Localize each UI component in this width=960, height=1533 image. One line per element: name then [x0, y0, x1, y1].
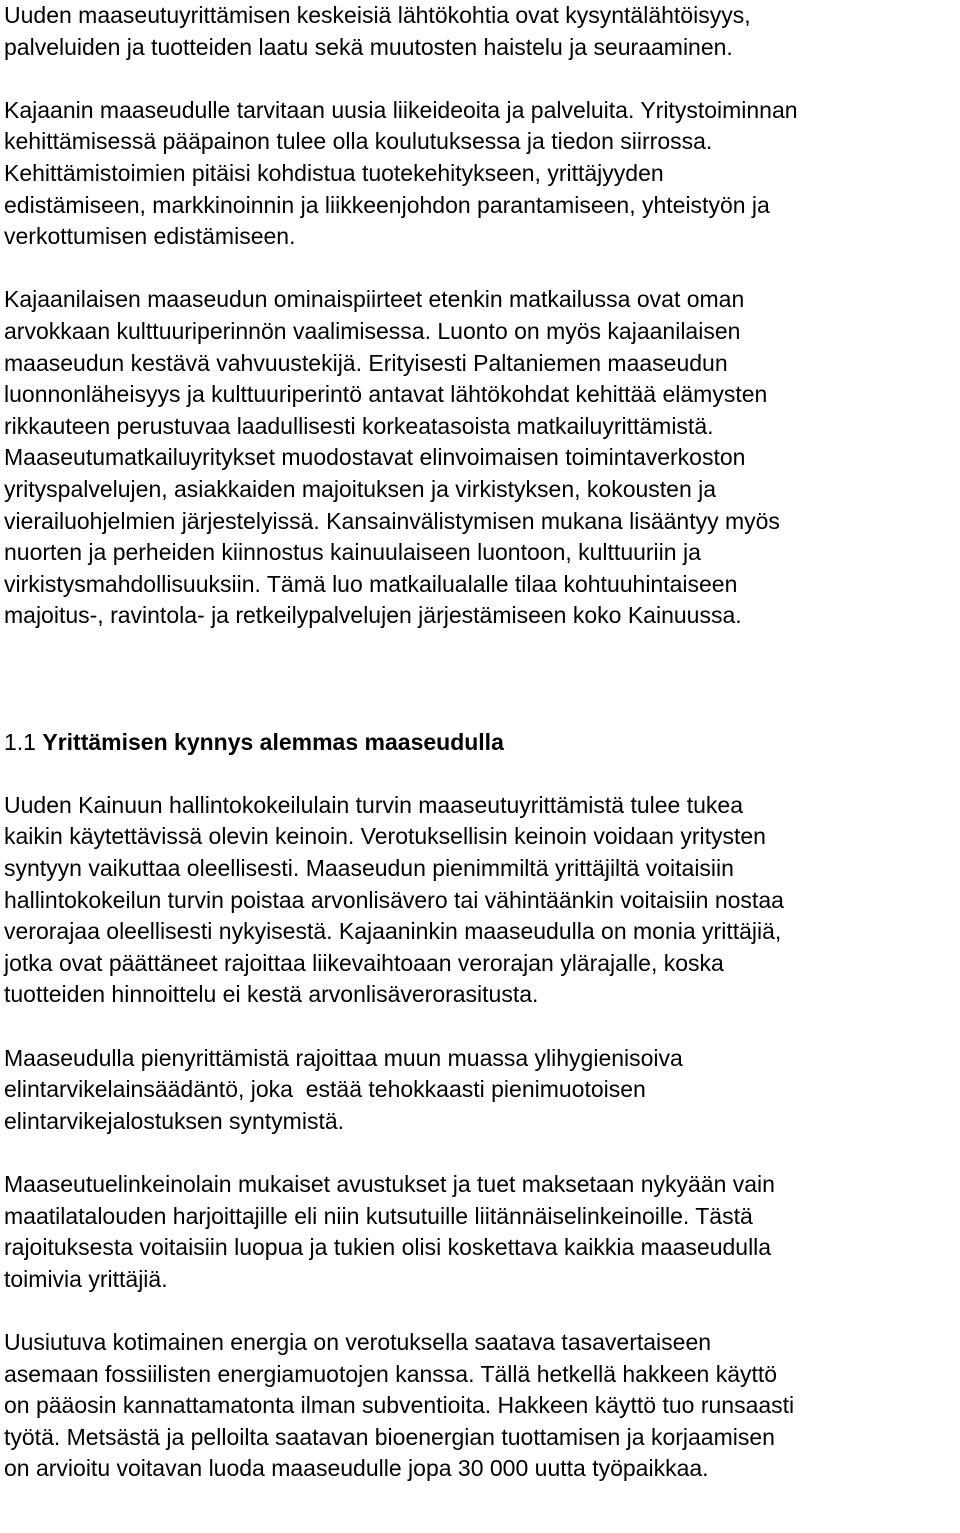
text-line: maatilatalouden harjoittajille eli niin kutsutuille liitännäiselinkeinoille. Tästä [4, 1202, 753, 1229]
paragraph-3 [4, 284, 960, 632]
paragraph-6 [4, 1169, 960, 1295]
text-line: Uuden maaseutuyrittämisen keskeisiä lähtökohtia ovat kysyntälähtöisyys, [4, 2, 751, 28]
text-line: majoitus-, ravintola- ja retkeilypalvelujen järjestämiseen koko Kainuussa. [4, 602, 742, 629]
text-line: palveluiden ja tuotteiden laatu sekä muutosten haistelu ja seuraaminen. [4, 33, 733, 60]
paragraph-4 [4, 790, 960, 1011]
text-line: asemaan fossiilisten energiamuotojen kanssa. Tällä hetkellä hakkeen käyttö [4, 1360, 778, 1387]
text-line: Uusiutuva kotimainen energia on verotuksella saatava tasavertaiseen [4, 1328, 712, 1355]
text-line: maaseudun kestävä vahvuustekijä. Erityisesti Paltaniemen maaseudun [4, 349, 728, 376]
text-line: Kehittämistoimien pitäisi kohdistua tuotekehitykseen, yrittäjyyden [4, 159, 664, 186]
text-line: syntyyn vaikuttaa oleellisesti. Maaseudun pienimmiltä yrittäjiltä voitaisiin [4, 855, 734, 882]
text-line: hallintokokeilun turvin poistaa arvonlisävero tai vähintäänkin voitaisiin nostaa [4, 886, 784, 913]
text-line: Uuden Kainuun hallintokokeilulain turvin maaseutuyrittämistä tulee tukea [4, 791, 743, 818]
paragraph-2 [4, 95, 960, 253]
text-line: kehittämisessä pääpainon tulee olla koulutuksessa ja tiedon siirrossa. [4, 128, 713, 155]
text-line: Kajaanilaisen maaseudun ominaispiirteet etenkin matkailussa ovat oman [4, 286, 745, 313]
section-heading [4, 727, 960, 759]
text-line: Kajaanin maaseudulle tarvitaan uusia liikeideoita ja palveluita. Yritystoiminnan [4, 96, 798, 123]
text-line: verkottumisen edistämiseen. [4, 223, 296, 250]
text-line: virkistysmahdollisuuksiin. Tämä luo matkailualalle tilaa kohtuuhintaiseen [4, 570, 738, 597]
text-line: Maaseutuelinkeinolain mukaiset avustukset ja tuet maksetaan nykyään vain [4, 1170, 775, 1197]
text-line: työtä. Metsästä ja pelloilta saatavan bioenergian tuottamisen ja korjaamisen [4, 1423, 775, 1450]
paragraph-7 [4, 1327, 960, 1485]
document-body [4, 0, 960, 1485]
text-line: toimivia yrittäjiä. [4, 1265, 168, 1292]
text-line: tuotteiden hinnoittelu ei kestä arvonlisäverorasitusta. [4, 981, 539, 1008]
text-line: kaikin käytettävissä olevin keinoin. Verotuksellisin keinoin voidaan yritysten [4, 823, 766, 850]
text-line: rajoituksesta voitaisiin luopua ja tukien olisi koskettava kaikkia maaseudulla [4, 1234, 772, 1261]
paragraph-1 [4, 0, 960, 63]
text-line: Maaseudulla pienyrittämistä rajoittaa muun muassa ylihygienisoiva [4, 1044, 683, 1071]
text-line: elintarvikejalostuksen syntymistä. [4, 1107, 345, 1134]
text-line: luonnonläheisyys ja kulttuuriperintö antavat lähtökohdat kehittää elämysten [4, 381, 768, 408]
text-line: arvokkaan kulttuuriperinnön vaalimisessa. Luonto on myös kajaanilaisen [4, 317, 741, 344]
section-number: 1.1 [4, 728, 36, 755]
text-line: jotka ovat päättäneet rajoittaa liikevaihtoaan verorajan ylärajalle, koska [4, 949, 724, 976]
text-line: nuorten ja perheiden kiinnostus kainuulaiseen luontoon, kulttuuriin ja [4, 539, 701, 566]
text-line: vierailuohjelmien järjestelyissä. Kansainvälistymisen mukana lisääntyy myös [4, 507, 780, 534]
text-line: rikkauteen perustuvaa laadullisesti korkeatasoista matkailuyrittämistä. [4, 412, 714, 439]
text-line: on arvioitu voitavan luoda maaseudulle jopa 30 000 uutta työpaikkaa. [4, 1455, 709, 1482]
section-title: Yrittämisen kynnys alemmas maaseudulla [42, 728, 504, 755]
text-line: edistämiseen, markkinoinnin ja liikkeenjohdon parantamiseen, yhteistyön ja [4, 191, 770, 218]
text-line: Maaseutumatkailuyritykset muodostavat elinvoimaisen toimintaverkoston [4, 444, 746, 471]
paragraph-5 [4, 1043, 960, 1138]
text-line: on pääosin kannattamatonta ilman subventioita. Hakkeen käyttö tuo runsaasti [4, 1392, 795, 1419]
text-line: elintarvikelainsäädäntö, joka estää tehokkaasti pienimuotoisen [4, 1076, 646, 1103]
text-line: verorajaa oleellisesti nykyisestä. Kajaaninkin maaseudulla on monia yrittäjiä, [4, 918, 782, 945]
text-line: yrityspalvelujen, asiakkaiden majoituksen ja virkistyksen, kokousten ja [4, 475, 717, 502]
